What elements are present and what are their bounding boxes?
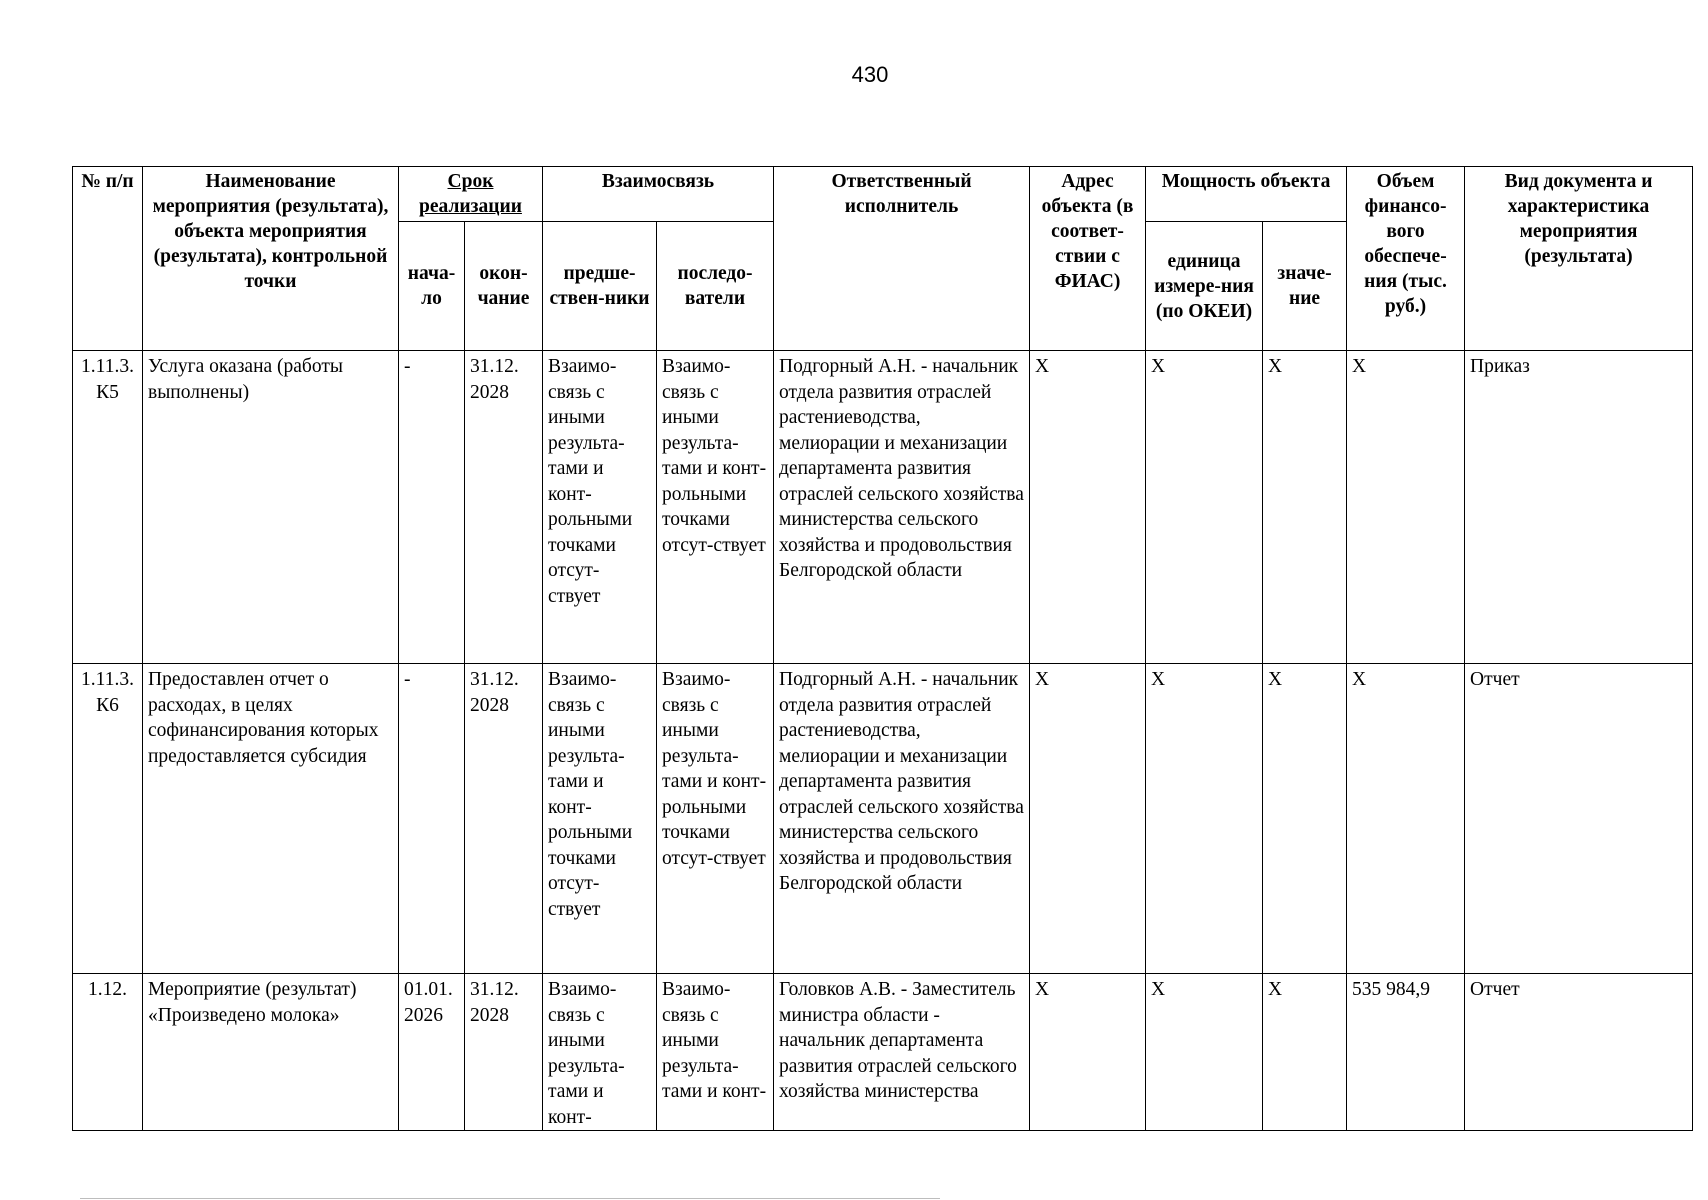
row-name: Мероприятие (результат) «Произведено молока» [143,974,399,1131]
row-responsible: Подгорный А.Н. - начальник отдела развития отраслей растениеводства, мелиорации и механизации департамента развития отраслей сельского хозяйства министерства сельского хозяйства и продовольствия Белгородской области [774,351,1030,664]
row-start: - [399,351,465,664]
row-start: - [399,664,465,974]
header-name: Наименование мероприятия (результата), объекта мероприятия (результата), контрольной точки [143,167,399,351]
header-term-label: Срок реализации [419,171,522,217]
row-start: 01.01. 2026 [399,974,465,1131]
row-responsible: Головков А.В. - Заместитель министра области - начальник департамента развития отраслей сельского хозяйства министерства [774,974,1030,1131]
table-row [73,351,1693,664]
row-end: 31.12. 2028 [465,974,543,1131]
page-number: 430 [851,62,889,87]
row-number: 1.11.3. К5 [73,351,143,664]
header-address: Адрес объекта (в соответ-ствии с ФИАС) [1030,167,1146,351]
row-capacity-value: X [1263,351,1347,664]
row-document: Приказ [1465,351,1693,664]
header-link: Взаимосвязь [543,167,774,222]
header-num: № п/п [73,167,143,351]
row-capacity-value: X [1263,974,1347,1131]
row-capacity-unit: X [1146,351,1263,664]
row-number: 1.11.3. К6 [73,664,143,974]
row-end: 31.12. 2028 [465,351,543,664]
header-capacity-value: значе-ние [1263,222,1347,351]
row-finance: X [1347,664,1465,974]
header-term [399,167,543,222]
table-row [73,664,1693,974]
table-row [73,974,1693,1131]
row-finance: 535 984,9 [1347,974,1465,1131]
header-row-1 [73,167,1693,222]
row-name: Услуга оказана (работы выполнены) [143,351,399,664]
row-predecessors: Взаимо-связь с иными результа-тами и конт-рольными точками отсут-ствует [543,664,657,974]
row-successors: Взаимо-связь с иными результа-тами и конт-рольными точками отсут-ствует [657,351,774,664]
row-responsible: Подгорный А.Н. - начальник отдела развития отраслей растениеводства, мелиорации и механизации департамента развития отраслей сельского хозяйства министерства сельского хозяйства и продовольствия Белгородской области [774,664,1030,974]
row-capacity-value: X [1263,664,1347,974]
header-term-end: окон-чание [465,222,543,351]
row-end: 31.12. 2028 [465,664,543,974]
row-successors: Взаимо-связь с иными результа-тами и конт- [657,974,774,1131]
row-successors: Взаимо-связь с иными результа-тами и конт-рольными точками отсут-ствует [657,664,774,974]
row-number: 1.12. [73,974,143,1131]
row-address: X [1030,664,1146,974]
row-document: Отчет [1465,664,1693,974]
row-name: Предоставлен отчет о расходах, в целях софинансирования которых предоставляется субсидия [143,664,399,974]
row-address: X [1030,974,1146,1131]
row-capacity-unit: X [1146,974,1263,1131]
header-doc: Вид документа и характеристика мероприятия (результата) [1465,167,1693,351]
header-finance: Объем финансо-вого обеспече-ния (тыс. руб.) [1347,167,1465,351]
header-responsible: Ответственный исполнитель [774,167,1030,351]
row-predecessors: Взаимо-связь с иными результа-тами и конт-рольными точками отсут-ствует [543,351,657,664]
header-capacity: Мощность объекта [1146,167,1347,222]
header-link-prev: предше-ствен-ники [543,222,657,351]
scan-edge-line [80,1198,940,1199]
row-address: X [1030,351,1146,664]
row-capacity-unit: X [1146,664,1263,974]
row-predecessors: Взаимо-связь с иными результа-тами и конт- [543,974,657,1131]
header-link-next: последо-ватели [657,222,774,351]
header-term-start: нача-ло [399,222,465,351]
activities-table [72,166,1693,1131]
row-finance: X [1347,351,1465,664]
row-document: Отчет [1465,974,1693,1131]
header-capacity-unit: единица измере-ния (по ОКЕИ) [1146,222,1263,351]
